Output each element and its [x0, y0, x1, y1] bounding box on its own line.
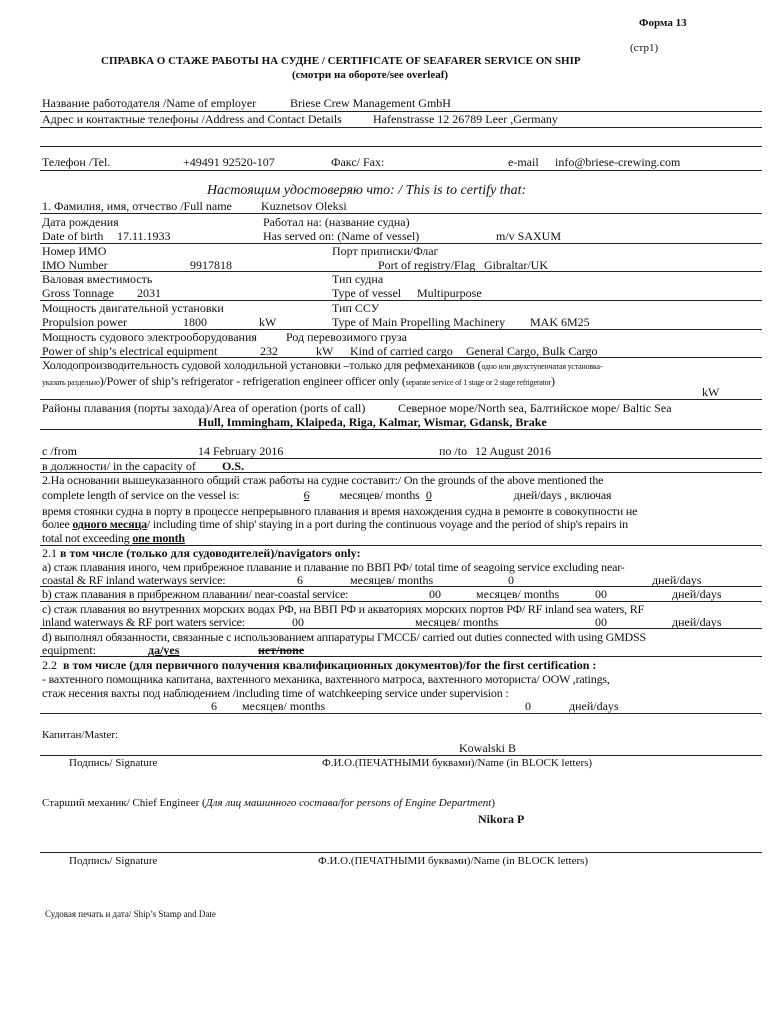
- service-total-line5: total not exceeding one month: [42, 531, 185, 545]
- cargo-value: General Cargo, Bulk Cargo: [466, 344, 598, 358]
- divider: [40, 170, 762, 171]
- employer-name-value: Briese Crew Management GmbH: [290, 96, 451, 110]
- first-cert-months-label: месяцев/ months: [242, 699, 326, 713]
- engine-value: MAK 6M25: [530, 315, 590, 329]
- from-value: 14 February 2016: [198, 444, 284, 458]
- type-value: Multipurpose: [417, 286, 482, 300]
- dob-label: Date of birth: [42, 229, 104, 243]
- elec-label: Power of ship’s electrical equipment: [42, 344, 218, 358]
- gmdss-line1: d) выполнял обязанности, связанные с использованием аппаратуры ГМССБ/ carried out duties connected with using GMDSS: [42, 630, 646, 644]
- elec-label-ru: Мощность судового электрооборудования: [42, 330, 257, 344]
- type-label-ru: Тип судна: [332, 272, 384, 286]
- to-label: по /to: [439, 444, 468, 458]
- seagoing-months-label: месяцев/ months: [350, 573, 434, 587]
- first-cert-months: 6: [211, 699, 217, 713]
- inland-line2: inland waterways & RF port waters service:: [42, 615, 245, 629]
- chief-signature-label: Подпись/ Signature: [69, 855, 158, 867]
- power-label-ru: Мощность двигательной установки: [42, 301, 224, 315]
- fullname-label: 1. Фамилия, имя, отчество /Full name: [42, 199, 232, 213]
- power-label: Propulsion power: [42, 315, 127, 329]
- nearcoastal-days: 00: [595, 587, 607, 601]
- seagoing-months: 6: [297, 573, 303, 587]
- inland-days: 00: [595, 615, 607, 629]
- type-label: Type of vessel: [332, 286, 402, 300]
- navigators-heading: 2.1 в том числе (только для судоводителей)/navigators only:: [42, 546, 361, 560]
- fullname-value: Kuznetsov Oleksi: [261, 199, 347, 213]
- cargo-label: Kind of carried cargo: [350, 344, 453, 358]
- elec-unit: kW: [316, 344, 334, 358]
- power-value: 1800: [183, 315, 207, 329]
- document-title: СПРАВКА О СТАЖЕ РАБОТЫ НА СУДНЕ / CERTIFICATE OF SEAFARER SERVICE ON SHIP: [101, 55, 581, 67]
- document-subtitle: (смотри на обороте/see overleaf): [292, 69, 449, 81]
- dob-value: 17.11.1933: [117, 229, 171, 243]
- ports-value: Hull, Immingham, Klaipeda, Riga, Kalmar, Wismar, Gdansk, Brake: [198, 415, 547, 429]
- cargo-label-ru: Род перевозимого груза: [286, 330, 408, 344]
- chief-engineer-label: Старший механик/ Chief Engineer (Для лиц машинного состава/for persons of Engine Department): [42, 797, 495, 809]
- area-value: Северное море/North sea, Балтийское море/ Baltic Sea: [398, 401, 672, 415]
- chief-name-block-label: Ф.И.О.(ПЕЧАТНЫМИ буквами)/Name (in BLOCK letters): [318, 855, 589, 867]
- vessel-value: m/v SAXUM: [496, 229, 562, 243]
- signature-line: [40, 755, 762, 756]
- port-label: Port of registry/Flag: [378, 258, 476, 272]
- refrig-unit: kW: [702, 385, 720, 399]
- power-unit: kW: [259, 315, 277, 329]
- nearcoastal-months: 00: [429, 587, 441, 601]
- signature-line: [40, 852, 762, 853]
- divider: [40, 399, 762, 400]
- tel-value: +49491 92520-107: [183, 155, 275, 169]
- first-cert-line2: - вахтенного помощника капитана, вахтенного механика, вахтенного матроса, вахтенного моториста/ OOW ,ratings,: [42, 672, 610, 686]
- address-label: Адрес и контактные телефоны /Address and Contact Details: [42, 112, 342, 126]
- seagoing-line1: а) стаж плавания иного, чем прибрежное плавание и плавание по ВВП РФ/ total time of seagoing service excluding near-: [42, 560, 625, 574]
- divider: [40, 146, 762, 147]
- gt-label: Gross Tonnage: [42, 286, 114, 300]
- divider: [40, 628, 762, 629]
- tel-label: Телефон /Tel.: [42, 155, 111, 169]
- first-cert-line3: стаж несения вахты под наблюдением /including time of watchkeeping service under supervision :: [42, 686, 509, 700]
- seagoing-line2: coastal & RF inland waterways service:: [42, 573, 226, 587]
- service-total-line3: время стоянки судна в порту в процессе непрерывного плавания и время нахождения судна в ремонте в совокупности не: [42, 504, 638, 518]
- fax-label: Факс/ Fax:: [331, 155, 385, 169]
- ship-stamp-label: Судовая печать и дата/ Ship’s Stamp and Date: [45, 909, 216, 919]
- chief-engineer-name: Nikora P: [478, 812, 525, 826]
- from-label: с /from: [42, 444, 77, 458]
- divider: [40, 127, 762, 128]
- served-label-ru: Работал на: (название судна): [263, 215, 410, 229]
- imo-label: IMO Number: [42, 258, 108, 272]
- to-value: 12 August 2016: [475, 444, 552, 458]
- capacity-value: O.S.: [222, 459, 245, 473]
- certify-heading: Настоящим удостоверяю что: / This is to certify that:: [207, 183, 527, 198]
- seagoing-days-label: дней/days: [652, 573, 702, 587]
- elec-value: 232: [260, 344, 278, 358]
- nearcoastal-line: b) стаж плавания в прибрежном плавании/ near-coastal service:: [42, 587, 349, 601]
- email-value: info@briese-crewing.com: [555, 155, 681, 169]
- master-label: Капитан/Master:: [42, 729, 119, 741]
- engine-label: Type of Main Propelling Machinery: [332, 315, 506, 329]
- served-label: Has served on: (Name of vessel): [263, 229, 420, 243]
- divider: [40, 656, 762, 657]
- inland-months-label: месяцев/ months: [415, 615, 499, 629]
- divider: [40, 429, 762, 430]
- port-value: Gibraltar/UK: [484, 258, 548, 272]
- service-total-line2: complete length of service on the vessel is: 6 месяцев/ months 0 дней/days , включая: [42, 488, 612, 502]
- capacity-label: в должности/ in the capacity of: [42, 459, 196, 473]
- gmdss-line2: equipment:: [42, 643, 96, 657]
- engine-label-ru: Тип ССУ: [332, 301, 380, 315]
- form-number: Форма 13: [639, 17, 687, 29]
- gt-value: 2031: [137, 286, 161, 300]
- inland-line1: c) стаж плавания во внутренних морских водах РФ, на ВВП РФ и акваториях морских портов РФ/ RF inland sea waters, RF: [42, 602, 644, 616]
- dob-label-ru: Дата рождения: [42, 215, 119, 229]
- divider: [40, 213, 762, 214]
- divider: [40, 713, 762, 714]
- nearcoastal-months-label: месяцев/ months: [476, 587, 560, 601]
- gmdss-yes: да/yes: [148, 643, 180, 657]
- email-label: e-mail: [508, 155, 539, 169]
- gt-label-ru: Валовая вместимость: [42, 272, 153, 286]
- address-value: Hafenstrasse 12 26789 Leer ,Germany: [373, 112, 558, 126]
- imo-value: 9917818: [190, 258, 232, 272]
- first-cert-days: 0: [525, 699, 531, 713]
- port-label-ru: Порт приписки/Флаг: [332, 244, 439, 258]
- master-name: Kowalski B: [459, 741, 516, 755]
- first-cert-days-label: дней/days: [569, 699, 619, 713]
- nearcoastal-days-label: дней/days: [672, 587, 722, 601]
- refrig-label-ru: Холодопроизводительность судовой холодильной установки –только для рефмехаников (одно или двухступенчатая установка-: [42, 358, 603, 372]
- inland-days-label: дней/days: [672, 615, 722, 629]
- refrig-label-en: указать раздельно)/Power of ship’s refrigerator - refrigeration engineer officer only (separate service of 1 stage or 2 stage refrigerator): [42, 374, 555, 388]
- seagoing-days: 0: [508, 573, 514, 587]
- inland-months: 00: [292, 615, 304, 629]
- service-total-line1: 2.На основании вышеуказанного общий стаж работы на судне составит:/ On the grounds of the above mentioned the: [42, 473, 604, 487]
- imo-label-ru: Номер ИМО: [42, 244, 107, 258]
- master-signature-label: Подпись/ Signature: [69, 757, 158, 769]
- page-ref: (стр1): [630, 42, 659, 54]
- service-total-line4: более одного месяца/ including time of ship' staying in a port during the continuous voyage and the period of ship's repairs in: [42, 517, 628, 531]
- first-certification-heading: 2.2 в том числе (для первичного получения квалификационных документов)/for the first certification :: [42, 658, 597, 672]
- gmdss-no: нет/none: [258, 643, 305, 657]
- master-name-block-label: Ф.И.О.(ПЕЧАТНЫМИ буквами)/Name (in BLOCK letters): [322, 757, 593, 769]
- area-label: Районы плавания (порты захода)/Area of operation (ports of call): [42, 401, 366, 415]
- employer-name-label: Название работодателя /Name of employer: [42, 96, 257, 110]
